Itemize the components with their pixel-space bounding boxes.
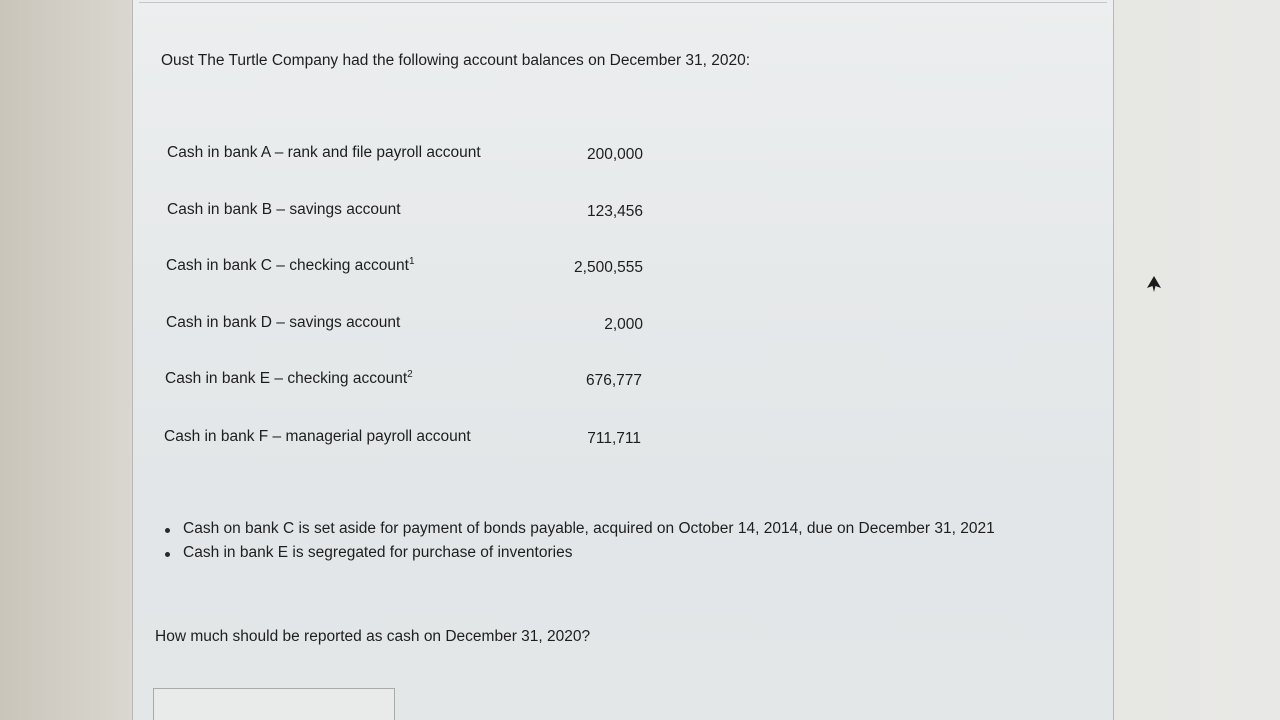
account-row-bank-f [133, 428, 653, 452]
list-item [161, 520, 995, 544]
account-value: 2,000 [604, 316, 643, 333]
account-value: 2,500,555 [574, 259, 643, 276]
question-panel [132, 0, 1114, 720]
intro-text: Oust The Turtle Company had the following account balances on December 31, 2020: [161, 52, 751, 69]
account-value: 711,711 [587, 430, 641, 447]
answer-input[interactable] [153, 688, 395, 720]
note-text: Cash on bank C is set aside for payment of bonds payable, acquired on October 14, 2014, due on December 31, 2021 [183, 520, 995, 537]
footnote-marker: 2 [407, 368, 413, 380]
account-value: 200,000 [586, 146, 643, 163]
question-text: How much should be reported as cash on December 31, 2020? [155, 628, 591, 645]
footnote-marker: 1 [408, 255, 415, 267]
account-label: Cash in bank D – savings account [166, 314, 401, 331]
account-label: Cash in bank B – savings account [167, 201, 401, 218]
mouse-pointer-icon [1147, 276, 1161, 292]
note-text: Cash in bank E is segregated for purchase of inventories [183, 544, 573, 561]
account-row-bank-e [133, 370, 653, 394]
account-label: Cash in bank C – checking account$^1$ [166, 255, 415, 274]
panel-top-divider [139, 2, 1107, 3]
account-label: Cash in bank F – managerial payroll account [164, 428, 471, 445]
account-value: 123,456 [586, 203, 643, 220]
bullet-icon [165, 552, 170, 557]
account-row-bank-a [133, 144, 653, 168]
account-label: Cash in bank A – rank and file payroll account [167, 144, 481, 161]
list-item [161, 544, 995, 568]
notes-list [161, 520, 995, 568]
account-row-bank-d [133, 314, 653, 338]
bullet-icon [165, 528, 170, 533]
account-value: 676,777 [585, 372, 642, 389]
account-label: Cash in bank E – checking account$^2$ [165, 368, 413, 387]
account-row-bank-c [133, 257, 653, 281]
account-row-bank-b [133, 201, 653, 225]
